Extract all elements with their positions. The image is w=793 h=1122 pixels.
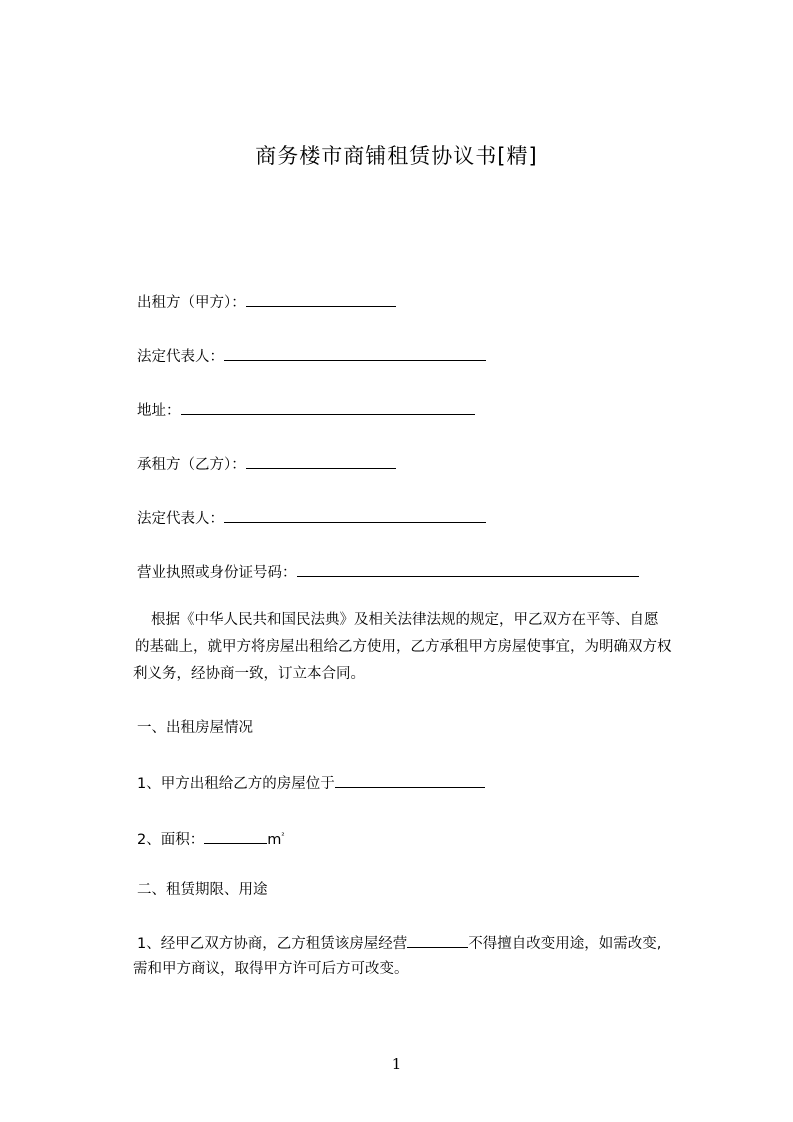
section-2-item-1-suffix: 不得擅自改变用途，如需改变,: [468, 936, 662, 952]
lessee-rep-blank[interactable]: [224, 507, 486, 523]
lessee-blank[interactable]: [246, 453, 396, 469]
license-label: 营业执照或身份证号码：: [137, 565, 297, 581]
address-blank[interactable]: [181, 399, 475, 415]
lessee-label: 承租方（乙方）：: [137, 457, 246, 473]
document-title: 商务楼市商铺租赁协议书[精]: [255, 144, 538, 168]
business-use-blank[interactable]: [407, 932, 468, 948]
lessee-rep-field: [137, 507, 486, 529]
lessor-rep-blank[interactable]: [224, 345, 486, 361]
lessor-field: [137, 291, 396, 313]
address-field: [137, 399, 475, 421]
section-1-heading: 一、出租房屋情况: [137, 720, 253, 736]
lessor-rep-label: 法定代表人：: [137, 349, 224, 365]
section-1-item-2: [137, 826, 285, 850]
address-label: 地址：: [137, 403, 181, 419]
page-number: 1: [391, 1055, 402, 1073]
area-unit-superscript: ²: [281, 831, 285, 840]
lessor-blank[interactable]: [246, 291, 396, 307]
area-label: 2、面积：: [137, 831, 205, 848]
section-2-item-1-line-2: 需和甲方商议，取得甲方许可后方可改变。: [133, 961, 409, 977]
section-2-heading: 二、租赁期限、用途: [137, 882, 268, 898]
section-1-item-1: [137, 772, 485, 794]
section-2-item-1-prefix: 1、经甲乙双方协商，乙方租赁该房屋经营: [137, 936, 408, 952]
preamble-line-3: 利义务，经协商一致，订立本合同。: [133, 666, 365, 682]
section-2-item-1: [137, 932, 661, 954]
area-blank[interactable]: [204, 828, 267, 844]
lessor-rep-field: [137, 345, 486, 367]
license-blank[interactable]: [297, 561, 639, 577]
license-field: [137, 561, 639, 583]
location-blank[interactable]: [335, 772, 485, 788]
section-1-item-1-text: 1、甲方出租给乙方的房屋位于: [137, 776, 335, 792]
preamble-line-2: 的基础上，就甲方将房屋出租给乙方使用，乙方承租甲方房屋使事宜，为明确双方权: [135, 639, 672, 655]
area-unit: m: [267, 831, 282, 848]
lessee-field: [137, 453, 396, 475]
lessor-label: 出租方（甲方）：: [137, 295, 246, 311]
lessee-rep-label: 法定代表人：: [137, 511, 224, 527]
preamble-line-1: 根据《中华人民共和国民法典》及相关法律法规的规定，甲乙双方在平等、自愿: [151, 612, 659, 628]
